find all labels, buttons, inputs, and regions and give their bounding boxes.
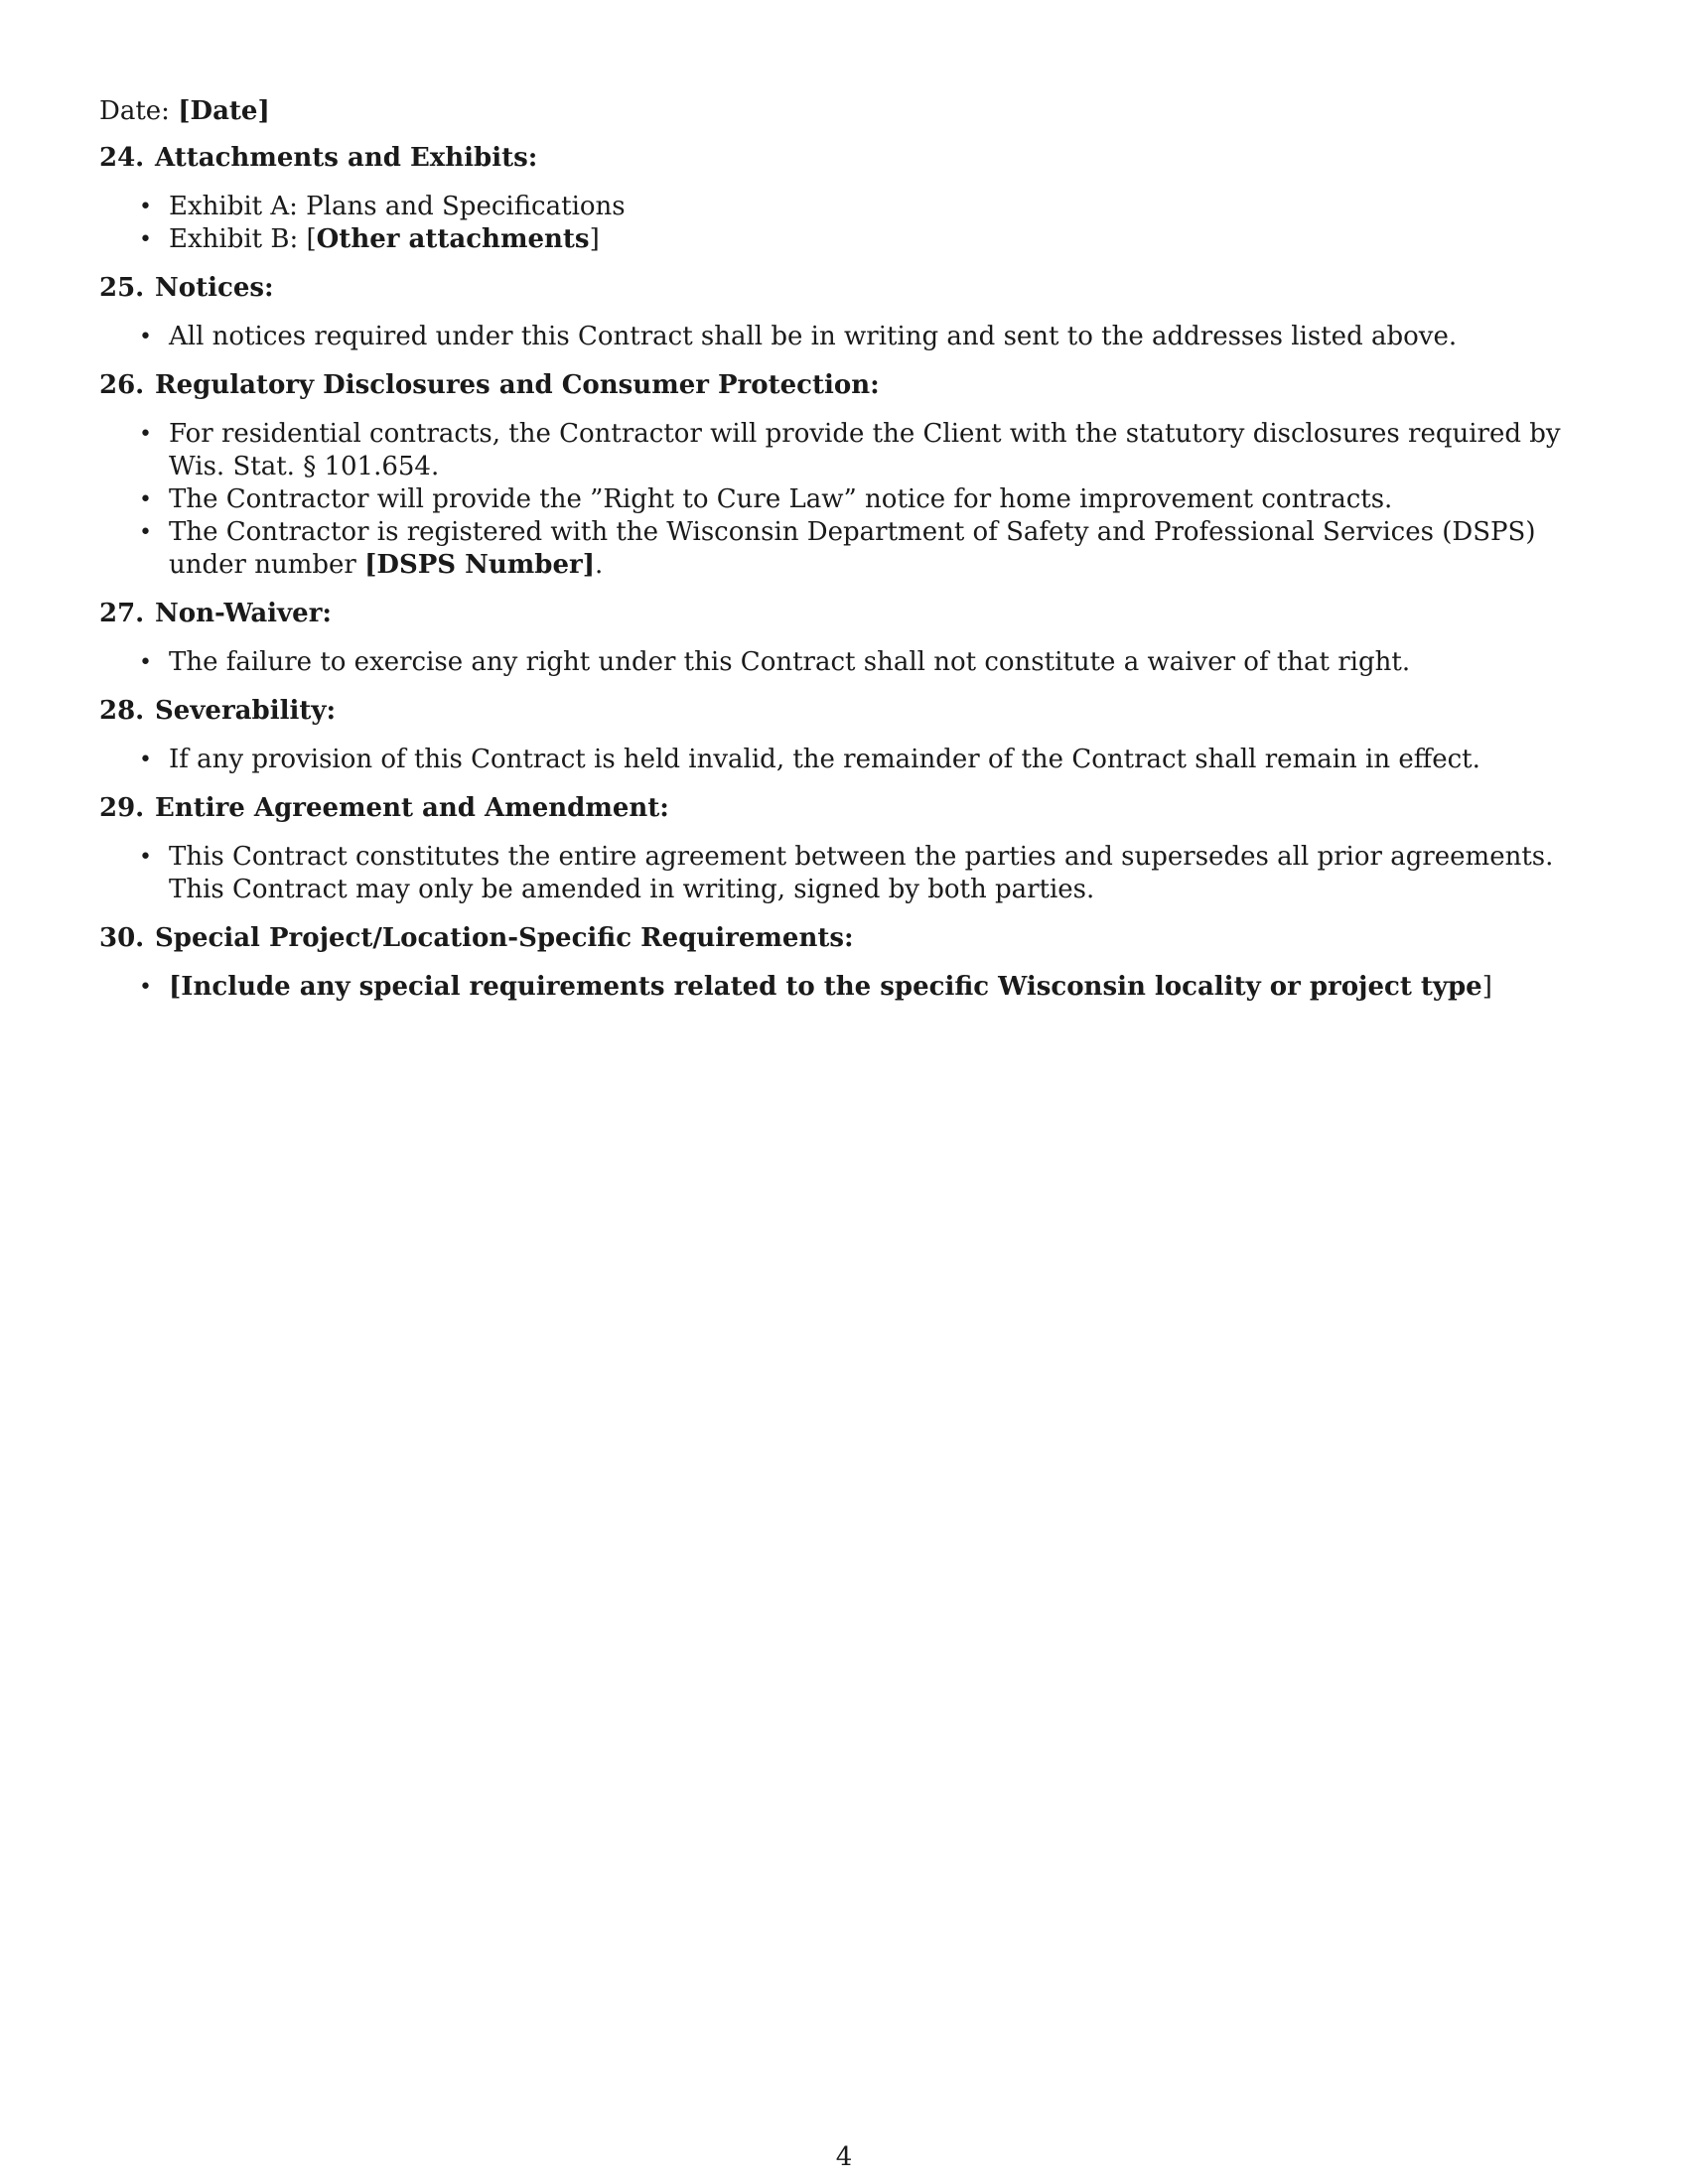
item-placeholder: [Include any special requirements related to the specific Wisconsin locality or project type: [169, 972, 1482, 1002]
section-heading: [99, 598, 1609, 630]
bullet-list: [99, 841, 1609, 906]
section-title: Non-Waiver:: [155, 599, 332, 628]
item-text-suffix: ]: [589, 224, 600, 254]
list-item: [99, 483, 1609, 516]
section-heading: [99, 922, 1609, 955]
item-text-suffix: .: [595, 550, 604, 580]
section-heading: [99, 695, 1609, 728]
bullet-icon: •: [139, 975, 152, 1000]
bullet-list: [99, 191, 1609, 256]
list-item: [99, 516, 1609, 582]
section-25: [99, 272, 1609, 353]
section-title: Severability:: [155, 696, 337, 726]
section-heading: [99, 369, 1609, 402]
section-30: [99, 922, 1609, 1004]
bullet-icon: •: [139, 845, 152, 870]
bullet-icon: •: [139, 748, 152, 772]
section-number: 25.: [99, 273, 145, 303]
date-placeholder: [Date]: [178, 96, 270, 126]
page-number: 4: [835, 2142, 853, 2172]
bullet-icon: •: [139, 195, 152, 219]
bullet-icon: •: [139, 520, 152, 545]
bullet-list: [99, 744, 1609, 776]
item-text: The Contractor will provide the ”Right to Cure Law” notice for home improvement contracts.: [169, 484, 1393, 514]
document-page: [99, 95, 1609, 1020]
section-heading: [99, 142, 1609, 175]
list-item: [99, 841, 1609, 906]
section-title: Special Project/Location-Specific Requirements:: [155, 923, 854, 953]
item-text: All notices required under this Contract shall be in writing and sent to the addresses listed above.: [169, 322, 1458, 351]
date-line: [99, 95, 1609, 128]
section-24: [99, 142, 1609, 256]
bullet-icon: •: [139, 227, 152, 252]
list-item: [99, 418, 1609, 483]
section-number: 29.: [99, 793, 145, 823]
bullet-list: [99, 418, 1609, 582]
item-placeholder: Other attachments: [316, 224, 590, 254]
item-text: This Contract constitutes the entire agreement between the parties and supersedes all prior agreements. This Contract may only be amended in writing, signed by both parties.: [169, 842, 1554, 904]
sections-container: [99, 142, 1609, 1004]
section-title: Attachments and Exhibits:: [155, 143, 538, 173]
list-item: [99, 321, 1609, 353]
list-item: [99, 971, 1609, 1004]
section-title: Regulatory Disclosures and Consumer Protection:: [155, 370, 880, 400]
item-text: Exhibit A: Plans and Specifications: [169, 192, 626, 221]
section-26: [99, 369, 1609, 582]
item-text: Exhibit B: [: [169, 224, 317, 254]
section-number: 28.: [99, 696, 145, 726]
section-title: Entire Agreement and Amendment:: [155, 793, 669, 823]
list-item: [99, 223, 1609, 256]
bullet-list: [99, 646, 1609, 679]
item-text: The failure to exercise any right under this Contract shall not constitute a waiver of that right.: [169, 647, 1411, 677]
section-heading: [99, 792, 1609, 825]
section-29: [99, 792, 1609, 906]
bullet-icon: •: [139, 487, 152, 512]
section-27: [99, 598, 1609, 679]
item-text-suffix: ]: [1481, 972, 1492, 1002]
section-heading: [99, 272, 1609, 305]
section-number: 26.: [99, 370, 145, 400]
section-28: [99, 695, 1609, 776]
bullet-icon: •: [139, 650, 152, 675]
section-title: Notices:: [155, 273, 274, 303]
item-text: For residential contracts, the Contractor will provide the Client with the statutory disclosures required by Wis. Stat. § 101.654.: [169, 419, 1561, 481]
item-placeholder: [DSPS Number]: [364, 550, 595, 580]
bullet-list: [99, 971, 1609, 1004]
bullet-icon: •: [139, 325, 152, 349]
list-item: [99, 744, 1609, 776]
section-number: 24.: [99, 143, 145, 173]
list-item: [99, 646, 1609, 679]
date-label: Date:: [99, 96, 170, 126]
section-number: 30.: [99, 923, 145, 953]
bullet-icon: •: [139, 422, 152, 447]
item-text: If any provision of this Contract is held invalid, the remainder of the Contract shall remain in effect.: [169, 745, 1480, 774]
list-item: [99, 191, 1609, 223]
bullet-list: [99, 321, 1609, 353]
section-number: 27.: [99, 599, 145, 628]
item-text: The Contractor is registered with the Wisconsin Department of Safety and Professional Services (DSPS) under number: [169, 517, 1536, 580]
